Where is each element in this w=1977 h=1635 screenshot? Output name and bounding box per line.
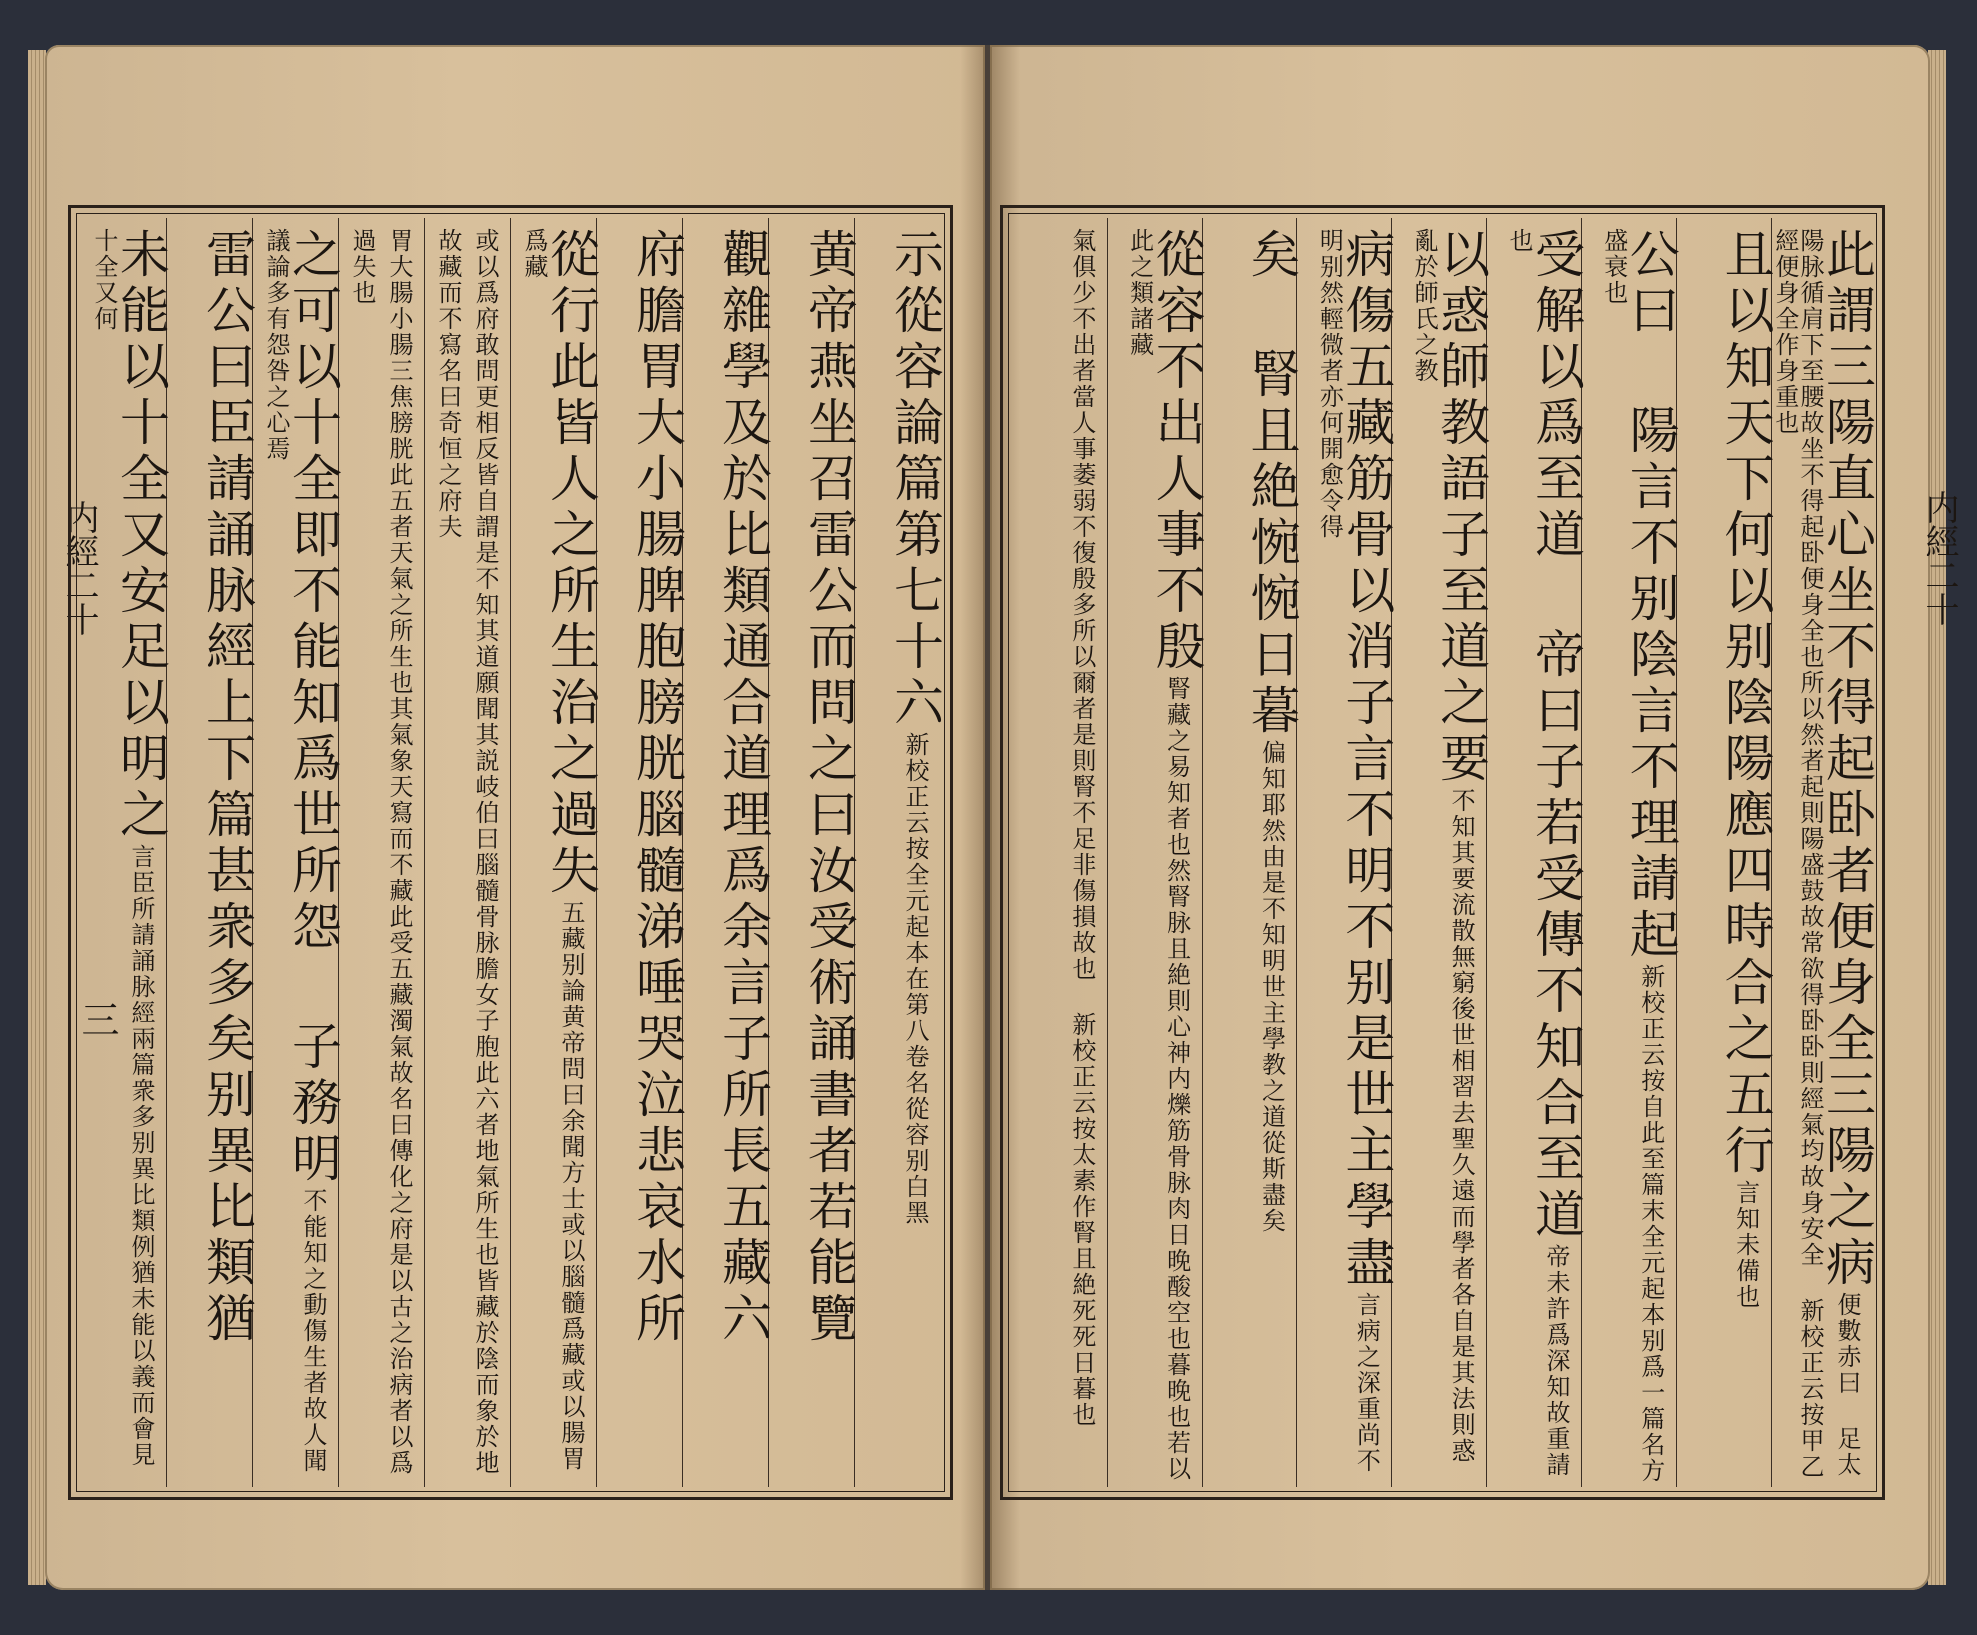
main-text: 且以知天下何以别陰陽應四時合之五行	[1716, 228, 1775, 1180]
annotation-text: 便數赤曰 足太陽脉循肩下至腰故坐不得起卧便身全也所以然者起則陽盛鼓故常欲得卧卧則經氣均故身安全 新校正云按甲乙經便身全作身重也	[1770, 228, 1861, 1480]
leaf-number: 三	[75, 1000, 119, 1038]
main-text: 受解以爲至道 帝曰子若受傳不知合至道	[1526, 228, 1585, 1244]
left-column	[81, 218, 170, 1487]
right-column	[1581, 218, 1680, 1487]
main-text: 此謂三陽直心坐不得起卧者便身全三陽之病	[1818, 228, 1876, 1292]
left-column	[252, 218, 342, 1487]
left-column	[768, 218, 858, 1487]
main-text: 從行此皆人之所生治之過失	[542, 228, 600, 900]
right-column	[1296, 218, 1396, 1487]
left-column	[510, 218, 600, 1487]
annotation-text: 胃大腸小腸三焦膀胱此五者天氣之所生也其氣象天寫而不藏此受五藏濁氣故名曰傳化之府是以古之治病者以爲過失也	[348, 228, 413, 1476]
right-column	[1107, 218, 1206, 1487]
left-text-frame	[68, 205, 953, 1500]
annotation-text: 或以爲府敢問更相反皆自謂是不知其道願聞其説岐伯曰腦髓骨脉膽女子胞此六者地氣所生也皆藏於陰而象於地故藏而不寫名曰奇恒之府夫	[434, 228, 499, 1476]
left-column	[682, 218, 772, 1487]
annotation-text: 言臣所請誦脉經兩篇衆多别異比類例猶未能以義而會見十全又何	[90, 228, 155, 1468]
main-text: 之可以十全即不能知爲世所怨 子務明	[284, 228, 342, 1188]
annotation-text: 五藏别論黄帝問曰余聞方士或以腦髓爲藏或以腸胃爲藏	[520, 228, 585, 1472]
annotation-text: 言知未備也	[1731, 1180, 1760, 1310]
main-text: 病傷五藏筋骨以消子言不明不别是世主學盡	[1337, 228, 1396, 1292]
annotation-text: 偏知耶然由是不知明世主學教之道從斯盡矣	[1257, 740, 1286, 1234]
main-text: 觀雜學及於比類通合道理爲余言子所長五藏六	[714, 228, 772, 1348]
annotation-text: 言病之深重尚不明别然輕微者亦何開愈令得	[1315, 228, 1381, 1474]
main-text: 黄帝燕坐召雷公而問之曰汝受術誦書者若能覽	[800, 228, 858, 1348]
right-column	[1676, 218, 1775, 1487]
annotation-text: 新校正云按全元起本在第八卷名從容别白黑	[901, 732, 929, 1226]
left-columns	[81, 218, 944, 1487]
left-column	[854, 218, 944, 1487]
annotation-text: 不能知之動傷生者故人聞議論多有怨咎之心焉	[262, 228, 327, 1474]
right-columns	[1013, 218, 1876, 1487]
main-text: 未能以十全又安足以明之	[112, 228, 170, 844]
main-text: 從容不出人事不殷	[1147, 228, 1206, 676]
left-column	[596, 218, 686, 1487]
main-text: 以惑師教語子至道之要	[1432, 228, 1491, 788]
annotation-text: 不知其要流散無窮後世相習去聖久遠而學者各自是其法則惑亂於師氏之教	[1410, 228, 1476, 1464]
main-text: 雷公曰臣請誦脉經上下篇甚衆多矣别異比類猶	[198, 228, 256, 1348]
main-text: 矣 腎且絶惋惋日暮	[1242, 228, 1301, 740]
main-text: 府膽胃大小腸脾胞膀胱腦髓涕唾哭泣悲哀水所	[628, 228, 686, 1348]
right-folio-label: 内經二十	[1919, 490, 1959, 626]
right-column	[1013, 218, 1107, 1487]
main-text: 示從容論篇第七十六	[886, 228, 944, 732]
annotation-text: 帝未許爲深知故重請也	[1504, 228, 1570, 1478]
left-column	[424, 218, 510, 1487]
annotation-text: 新校正云按自此至篇末全元起本别爲一篇名方盛衰也	[1599, 228, 1665, 1484]
left-page-edges	[28, 50, 46, 1585]
right-page-edges	[1928, 50, 1946, 1585]
right-column	[1770, 218, 1876, 1487]
annotation-text: 腎藏之易知者也然腎脉且絶則心神内爍筋骨脉肉日晚酸空也暮晚也若以此之類諸藏	[1125, 228, 1191, 1482]
right-column	[1486, 218, 1585, 1487]
left-column	[166, 218, 256, 1487]
right-text-frame	[1000, 205, 1885, 1500]
annotation-text: 氣俱少不出者當人事萎弱不復殷多所以爾者是則腎不足非傷損故也 新校正云按太素作腎且絶死死日暮也	[1067, 228, 1096, 1428]
right-column	[1391, 218, 1491, 1487]
main-text: 公曰 陽言不别陰言不理請起	[1621, 228, 1680, 964]
left-column	[338, 218, 424, 1487]
right-column	[1202, 218, 1301, 1487]
left-folio-label: 内經二十	[59, 500, 99, 636]
